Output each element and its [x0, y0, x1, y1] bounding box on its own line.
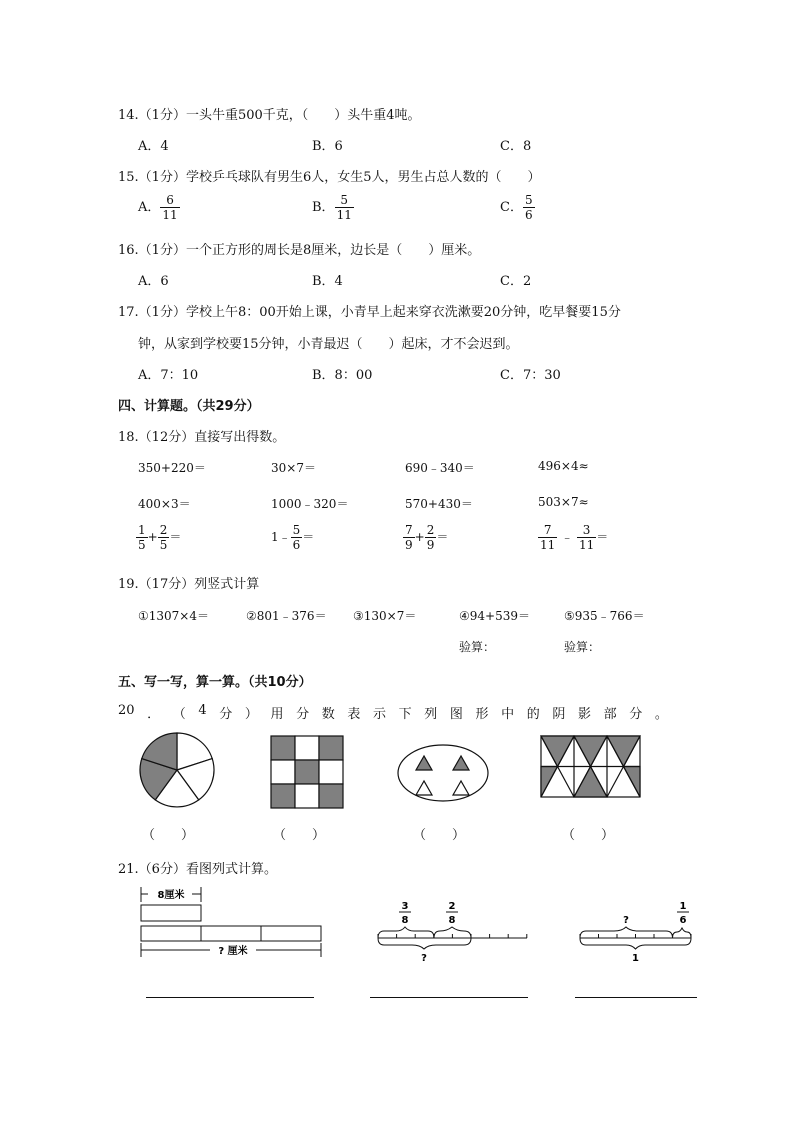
question-20-char: 分: [219, 707, 233, 722]
question-20-char: 20: [118, 703, 135, 718]
section-5-heading: 五、写一写，算一算。（共10分）: [118, 675, 312, 690]
calc-fraction-item: $\frac{7}{9}$ + $\frac{2}{9}$ ＝: [405, 523, 449, 552]
question-20-char: 部: [603, 707, 617, 722]
question-20-char: （: [172, 707, 186, 722]
fig3-frac-den: 6: [679, 915, 687, 926]
rectangle-triangles-figure: [540, 735, 642, 799]
fig3-top-label: ?: [623, 915, 629, 926]
question-15: 15.（1分）学校乒乓球队有男生6人，女生5人，男生占总人数的（ ）: [118, 170, 541, 185]
circle-fraction-figure: [136, 730, 218, 810]
fraction: $\frac{6}{11}$: [162, 193, 178, 222]
vertical-calc-item: ④94+539＝: [459, 609, 530, 623]
q15-option-a[interactable]: A． $\frac{6}{11}$: [138, 193, 178, 222]
q14-option-a[interactable]: A．4: [138, 139, 169, 154]
number-line-diagram-1: [372, 896, 532, 966]
fig1-bottom-label: ? 厘米: [218, 946, 248, 957]
question-20-char: 用: [270, 707, 284, 722]
question-17-line-2: 钟，从家到学校要15分钟，小青最迟（ ）起床，才不会迟到。: [138, 337, 519, 352]
q16-option-c[interactable]: C．2: [500, 274, 532, 289]
answer-blank[interactable]: （ ）: [142, 828, 195, 843]
triangles-fraction-figure: [396, 743, 490, 803]
question-20-char: 的: [526, 707, 540, 722]
question-20-char: 数: [321, 707, 335, 722]
q15-option-b[interactable]: B． $\frac{5}{11}$: [312, 193, 352, 222]
question-20-char: 列: [424, 707, 438, 722]
fig2-frac2-num: 2: [448, 901, 456, 912]
calc-item: 1000﹣320＝: [271, 497, 349, 511]
q15-option-c[interactable]: C． $\frac{5}{6}$: [500, 193, 533, 222]
question-14: 14.（1分）一头牛重500千克，（ ）头牛重4吨。: [118, 108, 421, 123]
check-label: 验算：: [564, 640, 601, 654]
q14-option-c[interactable]: C．8: [500, 139, 532, 154]
q17-option-c[interactable]: C．7：30: [500, 368, 561, 383]
question-20-char: 下: [398, 707, 412, 722]
question-18: 18.（12分）直接写出得数。: [118, 430, 286, 445]
bar-length-diagram: [138, 884, 328, 964]
question-20-char: 示: [373, 707, 387, 722]
question-20-char: 表: [347, 707, 361, 722]
question-20-char: 图: [449, 707, 463, 722]
vertical-calc-item: ⑤935﹣766＝: [564, 609, 645, 623]
calc-item: 400×3＝: [138, 497, 191, 511]
question-21: 21.（6分）看图列式计算。: [118, 862, 277, 877]
calc-item: 690﹣340＝: [405, 461, 475, 475]
question-20-char: 分: [296, 707, 310, 722]
fig2-frac2-den: 8: [448, 915, 456, 926]
question-20-char: 分: [629, 707, 643, 722]
q17-option-a[interactable]: A．7：10: [138, 368, 199, 383]
question-17-line-1: 17.（1分）学校上午8：00开始上课，小青早上起来穿衣洗漱要20分钟，吃早餐要15分: [118, 305, 621, 320]
section-4-heading: 四、计算题。（共29分）: [118, 399, 260, 414]
question-16: 16.（1分）一个正方形的周长是8厘米，边长是（ ）厘米。: [118, 243, 481, 258]
question-20-char: 中: [501, 707, 515, 722]
q17-option-b[interactable]: B．8：00: [312, 368, 373, 383]
calc-item: 496×4≈: [538, 459, 589, 473]
question-20-char: ．: [147, 707, 161, 722]
calc-item: 30×7＝: [271, 461, 316, 475]
q16-option-b[interactable]: B．4: [312, 274, 343, 289]
fig3-bottom-label: 1: [632, 953, 639, 964]
calc-fraction-item: $\frac{1}{5}$ + $\frac{2}{5}$ ＝: [138, 523, 182, 552]
question-20: [118, 703, 668, 722]
answer-blank[interactable]: （ ）: [273, 828, 326, 843]
vertical-calc-item: ②801﹣376＝: [246, 609, 327, 623]
fig3-frac-num: 1: [679, 901, 687, 912]
grid-fraction-figure: [270, 735, 344, 809]
fig2-frac1-den: 8: [401, 915, 409, 926]
calc-item: 570+430＝: [405, 497, 473, 511]
vertical-calc-item: ③130×7＝: [353, 609, 417, 623]
question-20-char: 影: [578, 707, 592, 722]
question-20-char: 形: [475, 707, 489, 722]
calc-fraction-item: 1﹣ $\frac{5}{6}$ ＝: [271, 523, 315, 552]
answer-line[interactable]: [575, 997, 697, 998]
number-line-diagram-2: [574, 896, 698, 966]
question-20-char: 阴: [552, 707, 566, 722]
question-20-char: 。: [654, 707, 668, 722]
fig1-top-label: 8厘米: [157, 890, 185, 901]
answer-line[interactable]: [146, 997, 314, 998]
q14-option-b[interactable]: B．6: [312, 139, 343, 154]
fig2-frac1-num: 3: [401, 901, 409, 912]
q16-option-a[interactable]: A．6: [138, 274, 169, 289]
answer-blank[interactable]: （ ）: [562, 828, 615, 843]
question-20-char: ）: [244, 707, 258, 722]
fraction: $\frac{5}{6}$: [524, 193, 533, 222]
fig2-bottom-label: ?: [421, 953, 427, 964]
vertical-calc-item: ①1307×4＝: [138, 609, 209, 623]
question-20-char: 4: [198, 703, 207, 718]
fraction: $\frac{5}{11}$: [336, 193, 352, 222]
answer-blank[interactable]: （ ）: [413, 828, 466, 843]
check-label: 验算：: [459, 640, 496, 654]
answer-line[interactable]: [370, 997, 528, 998]
question-19: 19.（17分）列竖式计算: [118, 577, 260, 592]
calc-item: 503×7≈: [538, 495, 589, 509]
calc-item: 350+220＝: [138, 461, 206, 475]
calc-fraction-item: $\frac{7}{11}$ ﹣ $\frac{3}{11}$ ＝: [540, 523, 609, 552]
